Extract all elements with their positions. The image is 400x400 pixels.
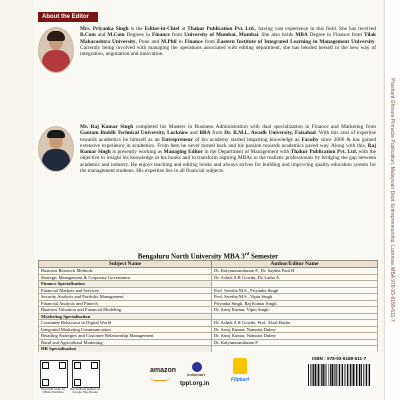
barcode-bar xyxy=(315,364,317,386)
spine-text: Prashant Ghinare Pinnacle Publication, Malaysian Dept. Entrepreneurship, Lucknow, MBA 978-93-6188-611-7 xyxy=(389,78,395,322)
subject-cell: Rural and Agricultural Marketing xyxy=(39,339,212,346)
subject-cell: Financial Markets and Services xyxy=(39,287,212,294)
bio-text-run: of his academy started imparting knowledge as xyxy=(192,136,302,143)
barcode-bar xyxy=(342,364,344,386)
section-label: HR Specialisation xyxy=(39,346,212,353)
bio-text-run: Raj Kumar Singh xyxy=(80,142,376,156)
barcode-bar xyxy=(317,364,318,386)
about-editor-heading: About the Editor xyxy=(38,12,98,22)
bio-text-run: Editor-in-Chief xyxy=(144,26,180,32)
bio-text-run: Finance xyxy=(151,32,170,39)
barcode-bar xyxy=(363,364,364,386)
amazon-logo[interactable]: amazon xyxy=(150,367,177,374)
author-cell: Dr. Ashok A R Gowda, Prof. Afzal Basha xyxy=(212,320,378,327)
barcode-bar xyxy=(339,364,341,386)
bio-text-run: since 2006 & has gained extensive experience in academics. From here he never turned back and his passion towards academics paved way. Along with this, xyxy=(80,136,376,149)
section-label: Marketing Specialisation xyxy=(39,313,212,320)
author-cell: Dr. Saroj Kumar, Namrata Dubey xyxy=(212,333,378,340)
section-label: Finance Specialisation xyxy=(39,281,212,288)
bio-text-run: . She also holds xyxy=(258,32,296,39)
barcode-bar xyxy=(350,364,352,386)
bio-text-run: from xyxy=(169,32,185,39)
website-qr-caption: Scan QR Code for Official WebSite xyxy=(40,387,66,395)
bio-text-run: from xyxy=(210,130,225,137)
barcode-bar xyxy=(313,364,314,386)
subject-cell: Financial Analysis and Fintech xyxy=(39,300,212,307)
subject-cell: Integrated Marketing Communication xyxy=(39,326,212,333)
indiamart-icon xyxy=(192,362,202,372)
bio-text-run: B.Com xyxy=(80,32,96,39)
author-cell: Dr. Saroj Kumar, Namrata Dubey xyxy=(212,326,378,333)
subject-cell: Security Analysis and Portfolio Management xyxy=(39,294,212,301)
bio-text-run: . Currently being involved with managing the operations associated with editing department, she has bended herself to the new way of integration, negotiation and innovation. xyxy=(80,38,376,58)
barcode-bar xyxy=(330,364,331,386)
bio-text-run: Thakur Publication Pvt. Ltd. xyxy=(290,149,358,156)
subject-name-header: Subject Name xyxy=(39,261,212,268)
bio-text-run: Degrees in xyxy=(124,32,152,39)
bio-text-run: Managing Editor xyxy=(163,149,203,156)
bio-text-run: Finance xyxy=(184,38,203,45)
bio-text-run: Mrs. Priyanka Singh xyxy=(80,26,129,32)
author-cell: Dr. Kalyanasundaram P. xyxy=(212,339,378,346)
bio-text-run: Gautam Buddh Technical University, Lucknow xyxy=(80,130,189,137)
barcode-bar xyxy=(345,364,346,386)
indiamart-logo[interactable]: indiamart xyxy=(187,372,206,377)
barcode-bar xyxy=(366,364,368,386)
barcode-bar xyxy=(332,364,334,386)
author-cell: Dr. Saroj Kumar, Vipin Singh xyxy=(212,307,378,314)
amazon-smile-icon xyxy=(150,376,170,381)
bio-text-run: and xyxy=(95,32,108,39)
bio-text-run: MBA xyxy=(295,32,308,39)
bio-text-run: is presently working as xyxy=(110,149,164,156)
barcode-bar xyxy=(322,364,324,386)
bio-text-run: University of Mumbai, Mumbai xyxy=(184,32,259,39)
barcode-bar xyxy=(335,364,336,386)
ebook-qr-code[interactable] xyxy=(72,360,100,388)
bio-text-run: with the objective to insight his knowledge in his books and to transform aspiring MBAs to the realistic professionals by bridging the gap between academic and industry. He enjoys teaching and editing books and always strives for building and improving quality education system for the management students. His expertise lies in all financial subjects. xyxy=(80,149,377,175)
flipkart-logo[interactable]: Flipkart xyxy=(231,377,250,383)
website-qr-code[interactable] xyxy=(40,360,68,388)
barcode-bar xyxy=(328,364,329,386)
subject-cell: Strategic Management & Corporate Governance xyxy=(39,274,212,281)
table-title: Bengaluru North University MBA 3rd Semester xyxy=(137,251,279,261)
barcode-bar xyxy=(321,364,322,386)
barcode-bar xyxy=(356,364,358,386)
author-cell: Dr. Kalyanasundaram P., Dr. Sujitha Paul H xyxy=(212,268,378,275)
bio-text-run: M.Phil xyxy=(161,38,177,45)
bio-text-run: Thakur Publication Pvt. Ltd. xyxy=(187,26,256,32)
bio-text-run: in xyxy=(176,38,185,45)
barcode-bar xyxy=(353,364,355,386)
bio-text-run: Dr. R.M.L. Awadh University, Faizabad xyxy=(224,130,316,137)
subject-cell: Consumer Behaviour in Digital World xyxy=(39,320,212,327)
barcode-bar xyxy=(325,364,326,386)
bio-text-run: completed his Masters in Business Administration with dual specialization in Finance and Marketing from xyxy=(133,124,376,130)
website-url[interactable]: tppl.org.in xyxy=(180,381,210,387)
editor1-bio xyxy=(80,26,376,57)
barcode-bar xyxy=(361,364,362,386)
subject-cell: Business Valuation and Financial Modeling xyxy=(39,307,212,314)
editor2-photo xyxy=(38,126,74,172)
bio-text-run: Eastern Institute of Integrated Learning in Management University xyxy=(217,38,375,45)
barcode-bar xyxy=(312,364,313,386)
ebook-qr-caption: Buy E-Book Edition at Google Play Books xyxy=(70,387,100,395)
bio-text-run: is the xyxy=(128,26,145,32)
barcode-bar xyxy=(352,364,353,386)
barcode-bar xyxy=(369,364,371,386)
bio-text-run: BBA xyxy=(199,130,211,137)
barcode-bar xyxy=(326,364,327,386)
bio-text-run: M.Com xyxy=(107,32,125,39)
author-cell: Dr. Ashok A R Gowda, Dr. Latha A. xyxy=(212,274,378,281)
editor1-photo xyxy=(38,27,74,73)
bio-text-run: Tilak Maharashtra University xyxy=(80,32,376,45)
author-cell: Priyanka Singh, Raj Kumar Singh xyxy=(212,300,378,307)
barcode-bar xyxy=(336,364,337,386)
subject-cell: Retailing Strategies and Customer Relationship Management xyxy=(39,333,212,340)
subject-cell: Business Research Methods xyxy=(39,268,212,275)
barcode-bar xyxy=(318,364,320,386)
bio-text-run: Degree in Finance from xyxy=(307,32,365,39)
author-cell: Prof. Swetha M.S., Vipin Singh xyxy=(212,294,378,301)
bio-text-run: Entrepreneur xyxy=(161,136,193,143)
isbn-number: ISBN : 978-93-6188-611-7 xyxy=(312,356,367,361)
bio-text-run: and xyxy=(188,130,200,137)
flipkart-bag-icon xyxy=(233,358,247,374)
author-cell: Prof. Swetha M.S., Priyanka Singh xyxy=(212,287,378,294)
barcode-bar xyxy=(310,364,311,386)
barcode-bar xyxy=(347,364,349,386)
bio-text-run: at xyxy=(179,26,188,32)
editor2-bio xyxy=(80,124,376,174)
barcode-bar xyxy=(359,364,361,386)
author-editor-header: Author/Editor Name xyxy=(212,261,378,268)
isbn-barcode xyxy=(306,363,372,391)
bio-text-run: Mr. Raj Kumar Singh xyxy=(80,124,134,130)
bio-text-run: from xyxy=(202,38,218,45)
bio-text-run: Faculty xyxy=(301,136,319,143)
bio-text-run: . With this zeal of expertise towards academics he himself as an xyxy=(80,130,377,143)
bio-text-run: , Pune and xyxy=(135,38,162,45)
bio-text-run: , having vast experience in this field. She has received xyxy=(255,26,376,32)
barcode-bar xyxy=(308,364,309,386)
bio-text-run: in the Department of Management with xyxy=(202,149,291,156)
barcode-bar xyxy=(334,364,335,386)
